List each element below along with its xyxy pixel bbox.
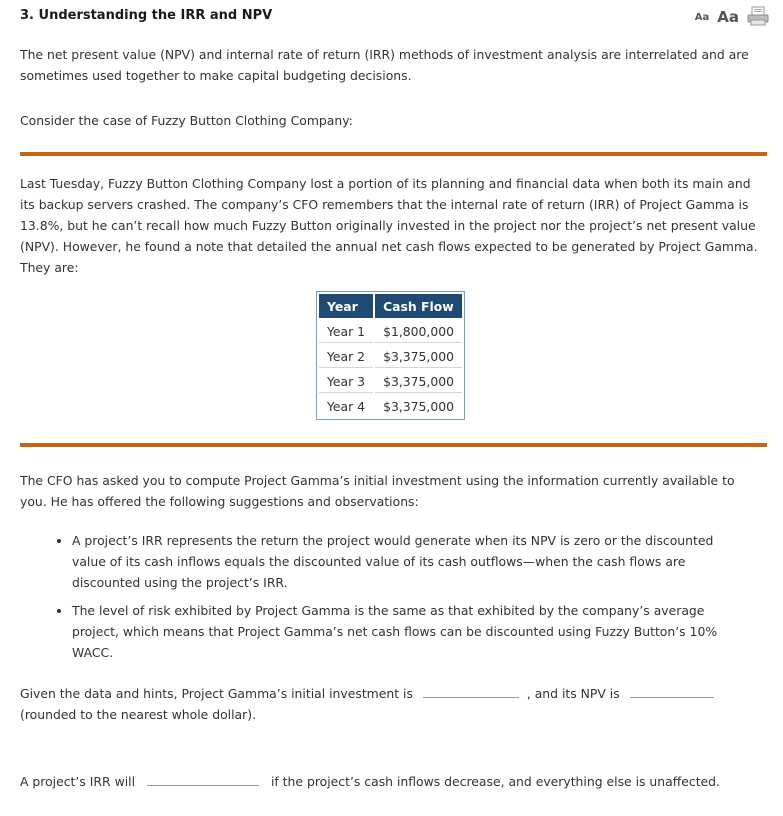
list-item: • The level of risk exhibited by Project Gamma is the same as that exhibited by the company’s average project, which means that Project Gamma’s net cash flows can be discounted using Fuzzy Button’s 10% WACC. (72, 600, 722, 663)
year-cell: Year 4 (327, 398, 366, 414)
toolbar (695, 6, 769, 26)
cash-flow-cell: $3,375,000 (383, 398, 455, 414)
divider-bottom (20, 443, 767, 447)
cash-flow-cell: $3,375,000 (375, 370, 462, 393)
table-row (319, 320, 462, 343)
year-cell: Year 3 (319, 370, 373, 393)
cash-flow-header-row (319, 294, 462, 318)
hints-list (40, 530, 722, 670)
question-text: if the project’s cash inflows decrease, and everything else is unaffected. (270, 774, 720, 789)
font-size-large-button[interactable]: Aa (717, 8, 739, 26)
question-text: A project’s IRR will (20, 774, 136, 789)
cfo-paragraph: The CFO has asked you to compute Project Gamma’s initial investment using the information currently available to you. He has offered the following suggestions and observations: (20, 473, 735, 509)
intro-paragraph: The net present value (NPV) and internal rate of return (IRR) methods of investment analysis are interrelated and are sometimes used together to make capital budgeting decisions. (20, 47, 749, 83)
list-item: • A project’s IRR represents the return the project would generate when its NPV is zero or the discounted value of its cash inflows equals the discounted value of its cash outflows—when the cash flows are discounted using the project’s IRR. (72, 530, 722, 593)
table-row (319, 370, 462, 393)
case-intro-paragraph: Consider the case of Fuzzy Button Clothing Company: (20, 113, 353, 128)
print-icon[interactable] (747, 6, 769, 26)
divider-top (20, 152, 767, 156)
year-cell: Year 1 (319, 320, 373, 343)
cash-flow-cell: $3,375,000 (375, 345, 462, 368)
question-irr (20, 771, 765, 792)
cash-flow-header: Cash Flow (375, 294, 462, 318)
case-paragraph: Last Tuesday, Fuzzy Button Clothing Company lost a portion of its planning and financial data when both its main and its backup servers crashed. The company’s CFO remembers that the internal rate of return (IRR) of Project Gamma is 13.8%, but he can’t recall how much Fuzzy Button originally invested in the project nor the project’s net present value (NPV). However, he found a note that detailed the annual net cash flows expected to be generated by Project Gamma. They are: (20, 176, 758, 275)
question-text: , and its NPV is (526, 686, 620, 701)
font-size-small-button[interactable]: Aa (694, 12, 710, 23)
question-investment-npv (20, 683, 765, 725)
irr-answer-dropdown[interactable] (147, 771, 259, 786)
year-header: Year (319, 294, 373, 318)
page-title: 3. Understanding the IRR and NPV (20, 8, 273, 23)
investment-answer-dropdown[interactable] (423, 683, 519, 698)
question-text: (rounded to the nearest whole dollar). (20, 707, 257, 722)
cash-flow-table (316, 291, 465, 420)
question-text: Given the data and hints, Project Gamma’s initial investment is (20, 686, 413, 701)
npv-answer-dropdown[interactable] (630, 683, 714, 698)
cash-flow-cell: $1,800,000 (375, 320, 462, 343)
table-row (319, 345, 462, 368)
table-row (319, 395, 462, 417)
year-cell: Year 2 (319, 345, 373, 368)
